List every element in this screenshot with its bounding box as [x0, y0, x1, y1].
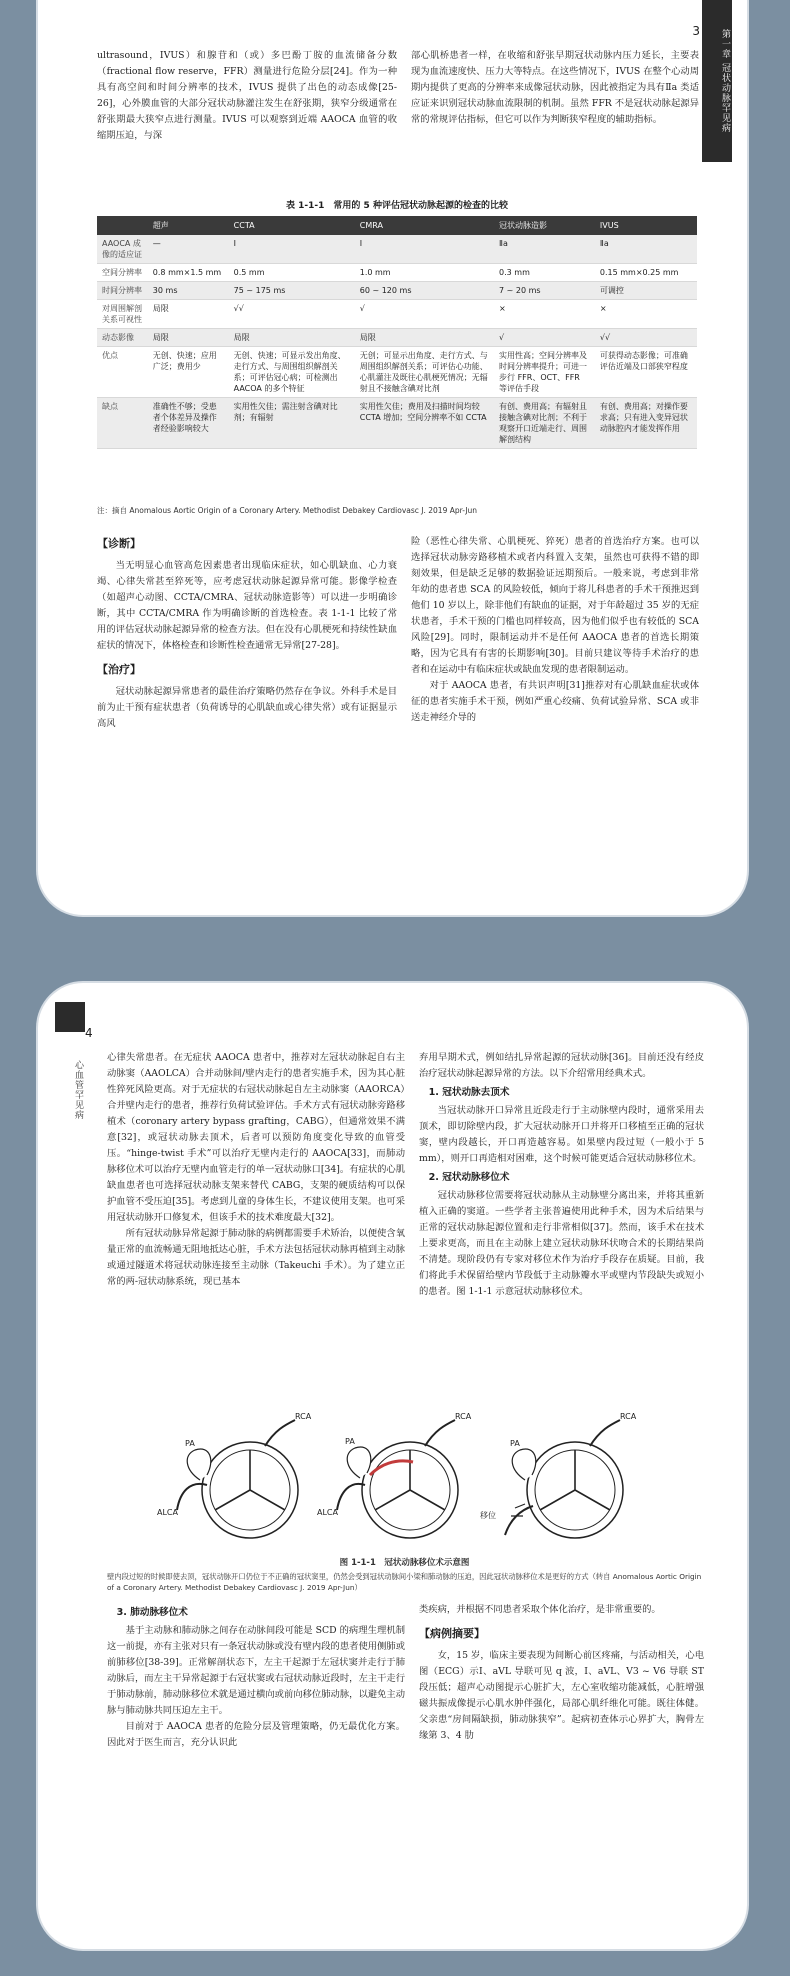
table-header-cell: [97, 216, 148, 235]
page-number: 3: [692, 24, 700, 38]
left-bottom-column: [107, 1602, 405, 1812]
book-page-3: [45, 0, 740, 908]
diagnosis-text: 当无明显心血管高危因素患者出现临床症状，如心肌缺血、心力衰竭、心律失常甚至猝死等，应考虑冠状动脉起源异常可能。影像学检查（如超声心动图、CCTA/CMRA、冠状动脉造影等）可以进一步明确诊断，其中 CCTA/CMRA 作为明确诊断的首选检查。表 1-1-1 比较了常用的评估冠状动脉起源异常的检查方法。但在没有心肌梗死和持续性缺血症状的情况下，体格检查和诊断性检查通常无异常[27-28]。: [97, 560, 397, 651]
table-cell: 75 ~ 175 ms: [229, 282, 355, 300]
table-note: 注：摘自 Anomalous Aortic Origin of a Coronary Artery. Methodist Debakey Cardiovasc J. 2019 Apr-Jun: [97, 506, 478, 515]
table-cell: 局限: [355, 329, 494, 347]
table-row: [97, 398, 697, 449]
table-row-header: 缺点: [97, 398, 148, 449]
table-row-header: 对周围解剖关系可视性: [97, 300, 148, 329]
table-row: [97, 282, 697, 300]
table-cell: Ⅱa: [494, 235, 595, 264]
left-top-column: [97, 48, 397, 183]
table-cell: 实用性欠佳；需注射含碘对比剂；有辐射: [229, 398, 355, 449]
case-heading: 【病例摘要】: [419, 1627, 485, 1640]
treatment-heading: 【治疗】: [97, 663, 141, 676]
table-header-cell: IVUS: [595, 216, 697, 235]
table-header-cell: 冠状动脉造影: [494, 216, 595, 235]
paragraph: 类疾病，并根据不同患者采取个体化治疗，是非常重要的。: [419, 1604, 661, 1615]
table-body: [97, 235, 697, 449]
chapter-tab-marker: [55, 1002, 85, 1032]
table-row: [97, 347, 697, 398]
table-row: [97, 235, 697, 264]
diagnosis-heading: 【诊断】: [97, 537, 141, 550]
table-cell: 实用性高；空间分辨率及时间分辨率提升；可进一步行 FFR、OCT、FFR 等评估手段: [494, 347, 595, 398]
table-row-header: AAOCA 成像的适应证: [97, 235, 148, 264]
table-cell: 准确性不够；受患者个体差异及操作者经验影响较大: [148, 398, 229, 449]
table-cell: √√: [229, 300, 355, 329]
label-shift: 移位: [480, 1511, 496, 1520]
comparison-table: [97, 216, 697, 449]
treatment-text: 冠状动脉起源异常患者的最佳治疗策略仍然存在争议。外科手术是目前为止干预有症状患者（负荷诱导的心肌缺血或心律失常）或有证据显示高风: [97, 686, 397, 729]
chapter-tab: 第一章 冠状动脉罕见病: [702, 0, 732, 162]
table-header-cell: CCTA: [229, 216, 355, 235]
paragraph: 当冠状动脉开口异常且近段走行于主动脉壁内段时，通常采用去顶术，即切除壁内段，扩大冠状动脉开口并将开口移植至正确的冠状窦，壁内段越长，开口再造越容易。如果壁内段过短（一般小于 5 mm），则开口再造相对困难，这个时候可能更适合冠状动脉移位术。: [419, 1105, 704, 1164]
table-header-row: [97, 216, 697, 235]
table-cell: √: [494, 329, 595, 347]
table-cell: 0.3 mm: [494, 264, 595, 282]
label-pa-1: PA: [185, 1439, 195, 1448]
paragraph: 目前对于 AAOCA 患者的危险分层及管理策略，仍无最优化方案。因此对于医生而言，充分认识此: [107, 1721, 405, 1748]
subheading-translocation: 2. 冠状动脉移位术: [428, 1172, 510, 1183]
table-header-cell: 超声: [148, 216, 229, 235]
table-row-header: 空间分辨率: [97, 264, 148, 282]
subheading-unroofing: 1. 冠状动脉去顶术: [428, 1087, 510, 1098]
table-cell: √√: [595, 329, 697, 347]
table-cell: 可获得动态影像；可准确评估近端及口部狭窄程度: [595, 347, 697, 398]
page-number: 4: [85, 1026, 93, 1040]
table-cell: Ⅰ: [229, 235, 355, 264]
table-cell: 0.5 mm: [229, 264, 355, 282]
figure-panel-2: [337, 1420, 458, 1538]
book-page-4: [45, 990, 740, 1942]
figure-panel-3: [505, 1420, 623, 1538]
table-row: [97, 329, 697, 347]
paragraph: 基于主动脉和肺动脉之间存在动脉间段可能是 SCD 的病理生理机制这一前提，亦有主张对只有一条冠状动脉或没有壁内段的患者使用侧肺或前肺移位[38-39]。正常解剖状态下，左主干起源于左冠状窦并走行于肺动脉后，而左主干异常起源于右冠状窦或右冠状动脉近段时，左主干走行于肺动脉前，肺动脉移位术就是通过横向或前向移位肺动脉，以避免主动脉与肺动脉共同压迫左主干。: [107, 1625, 405, 1716]
figure-title: 图 1-1-1 冠状动脉移位术示意图: [339, 1558, 470, 1568]
table-cell: 局限: [148, 300, 229, 329]
table-cell: 30 ms: [148, 282, 229, 300]
label-pa-2: PA: [345, 1437, 355, 1446]
label-alca-1: ALCA: [157, 1508, 178, 1517]
paragraph: 冠状动脉移位需要将冠状动脉从主动脉壁分离出来，并将其重新植入正确的窦道。一些学者主张普遍使用此种手术，因为术后结果与正常的冠状动脉起源位置和走行非常相似[37]。然而，该手术在技术上要求更高，而且在主动脉上建立冠状动脉环状吻合术的长期结果尚不清楚。现阶段仍有专家对移位术作为治疗手段存在质疑。目前，我们将此手术保留给壁内节段低于主动脉瓣水平或壁内节段缺失或短小的患者。图 1-1-1 示意冠状动脉移位术。: [419, 1190, 704, 1297]
paragraph: 部心肌桥患者一样，在收缩和舒张早期冠状动脉内压力延长，主要表现为血流速度快、压力大等特点。在这些情况下，IVUS 在整个心动周期内提供了更高的分辨率来成像冠状动脉，因此被指定为具有Ⅱa 类适应证来识别冠状动脉血流限制的机制。虽然 FFR 不是冠状动脉起源异常的常规评估指标，但它可以作为判断狭窄程度的辅助指标。: [411, 50, 699, 125]
right-bottom-column: [411, 534, 699, 826]
table-cell: Ⅰ: [355, 235, 494, 264]
paragraph: ultrasound，IVUS）和腺苷和（或）多巴酚丁胺的血流储备分数（fractional flow reserve，FFR）测量进行危险分层[24]。作为一种具有高空间和时间分辨率的技术，IVUS 提供了出色的动态成像[25-26]，心外膜血管的大部分冠状动脉灌注发生在舒张期，狭窄分级通常在舒张期最大狭窄点进行测量。IVUS 可以观察到近端 AAOCA 血管的收缩期压迫，与深: [97, 50, 397, 141]
label-alca-2: ALCA: [317, 1508, 338, 1517]
paragraph: 对于 AAOCA 患者，有共识声明[31]推荐对有心肌缺血症状或体征的患者实施手术干预，例如严重心绞痛、负荷试验异常、SCA 或非送走神经介导的: [411, 680, 699, 723]
paragraph: 险（恶性心律失常、心肌梗死、猝死）患者的首选治疗方案。也可以选择冠状动脉旁路移植术或者内科置入支架，虽然也可获得不错的即刻效果，但是缺乏足够的数据验证远期预后。一般来说，考虑到非常年幼的患者患 SCA 的风险较低，倾向于将儿科患者的手术干预推迟到他们 10 岁以上，除非他们有缺血的证据，对于年龄超过 35 岁的无症状患者，手术干预的门槛也同样较高，因为他们似乎也有较低的 SCA 风险[29]。同时，限制运动并不是任何 AAOCA 患者的首选长期策略，因为它具有有害的长期影响[30]。目前只建议等待手术治疗的患者和在运动中有临床症状或缺血发现的患者限制运动。: [411, 536, 699, 675]
right-top-column: [411, 48, 699, 183]
side-tab: 心血管罕见病: [73, 1060, 83, 1120]
right-column: [419, 1050, 704, 1404]
figure-caption-text: 壁内段过短的时候即使去顶，冠状动脉开口仍位于不正确的冠状窦里，仍然会受到冠状动脉间小梁和肺动脉的压迫，因此冠状动脉移位术是更好的方式（转自 Anomalous Aortic Origin of a Coronary Artery. Methodist Debakey Cardiovasc J. 2019 Apr-Jun）: [107, 1572, 702, 1592]
table-cell: ×: [494, 300, 595, 329]
table-cell: 1.0 mm: [355, 264, 494, 282]
right-bottom-column: [419, 1602, 704, 1812]
label-rca-2: RCA: [455, 1412, 472, 1421]
subheading-pa-translocation: 3. 肺动脉移位术: [116, 1607, 188, 1618]
table-cell: 局限: [229, 329, 355, 347]
table-row-header: 优点: [97, 347, 148, 398]
translocation-figure: [155, 1410, 675, 1555]
label-rca-3: RCA: [620, 1412, 637, 1421]
table-row-header: 时间分辨率: [97, 282, 148, 300]
table-cell: 7 ~ 20 ms: [494, 282, 595, 300]
label-rca-1: RCA: [295, 1412, 312, 1421]
table-cell: 有创、费用高；有辐射且接触含碘对比剂；不利于观察开口近端走行、周围解剖结构: [494, 398, 595, 449]
table-header-cell: CMRA: [355, 216, 494, 235]
table-row-header: 动态影像: [97, 329, 148, 347]
left-bottom-column: [97, 528, 397, 820]
table-cell: √: [355, 300, 494, 329]
table-cell: 有创、费用高；对操作要求高；只有进入变异冠状动脉腔内才能发挥作用: [595, 398, 697, 449]
table-cell: —: [148, 235, 229, 264]
table-cell: Ⅱa: [595, 235, 697, 264]
table-cell: 无创、快速；可显示发出角度、走行方式、与周围组织解剖关系；可评估冠心病；可检测出 AACOA 的多个特征: [229, 347, 355, 398]
figure-caption: [107, 1558, 702, 1593]
table-row: [97, 300, 697, 329]
table-cell: 无创、快速；应用广泛；费用少: [148, 347, 229, 398]
table-cell: 60 ~ 120 ms: [355, 282, 494, 300]
table-caption: 表 1-1-1 常用的 5 种评估冠状动脉起源的检查的比较: [286, 201, 508, 211]
case-text: 女，15 岁，临床主要表现为间断心前区疼痛，与活动相关，心电图（ECG）示Ⅰ、aVL 导联可见 q 波，Ⅰ、aVL、V3 ~ V6 导联 ST 段压低；超声心动图提示心脏扩大，左心室收缩功能减低，心脏增强磁共振成像提示心肌水肿伴强化，局部心肌纤维化可能。既往体健。父亲患“房间隔缺损，肺动脉狭窄”。起病初查体示心界扩大，胸骨左缘第 3、4 肋: [419, 1650, 704, 1741]
table-cell: 无创；可显示出角度、走行方式、与周围组织解剖关系；可评估心功能、心肌灌注及既往心肌梗死情况；无辐射且不接触含碘对比剂: [355, 347, 494, 398]
left-column: [107, 1050, 405, 1404]
table-cell: 0.8 mm×1.5 mm: [148, 264, 229, 282]
table-cell: 0.15 mm×0.25 mm: [595, 264, 697, 282]
paragraph: 心律失常患者。在无症状 AAOCA 患者中，推荐对左冠状动脉起自右主动脉窦（AAOLCA）合并动脉间/壁内走行的患者实施手术，因为其心脏性猝死风险更高。对于无症状的右冠状动脉起自左主动脉窦（AAORCA）合并壁内走行的患者，推荐行负荷试验评估。手术方式有冠状动脉旁路移植术（coronary artery bypass grafting，CABG），但通常效果不满意[32]，或冠状动脉去顶术，后者可以预防角度变化导致的血管受压。“hinge-twist 手术”可以治疗无壁内走行的 AAOCA[33]，而肺动脉移位术可以治疗无壁内血管走行的单一冠状动脉口[34]。有症状的心肌缺血患者也可选择冠状动脉支架来替代 CABG，支架的硬质结构可以保护血管不受压迫[35]。考虑到儿童的身体生长，不建议使用支架。也可采用冠状动脉开口修复术，但该手术的技术难度最大[32]。: [107, 1052, 405, 1223]
paragraph: 弃用早期术式，例如结扎异常起源的冠状动脉[36]。目前还没有经皮治疗冠状动脉起源异常的方法。以下介绍常用经典术式。: [419, 1052, 704, 1079]
table-cell: 局限: [148, 329, 229, 347]
paragraph: 所有冠状动脉异常起源于肺动脉的病例都需要手术矫治，以便使含氧量正常的血流畅通无阻地抵达心脏，手术方法包括冠状动脉再植到主动脉或通过隧道术将冠状动脉连接至主动脉（Takeuchi 手术）。为了建立正常的两-冠状动脉系统，现已基本: [107, 1228, 405, 1287]
label-pa-3: PA: [510, 1439, 520, 1448]
figure-panel-1: [177, 1420, 298, 1538]
table-row: [97, 264, 697, 282]
table-cell: 实用性欠佳；费用及扫描时间均较 CCTA 增加；空间分辨率不如 CCTA: [355, 398, 494, 449]
table-cell: 可调控: [595, 282, 697, 300]
table-cell: ×: [595, 300, 697, 329]
